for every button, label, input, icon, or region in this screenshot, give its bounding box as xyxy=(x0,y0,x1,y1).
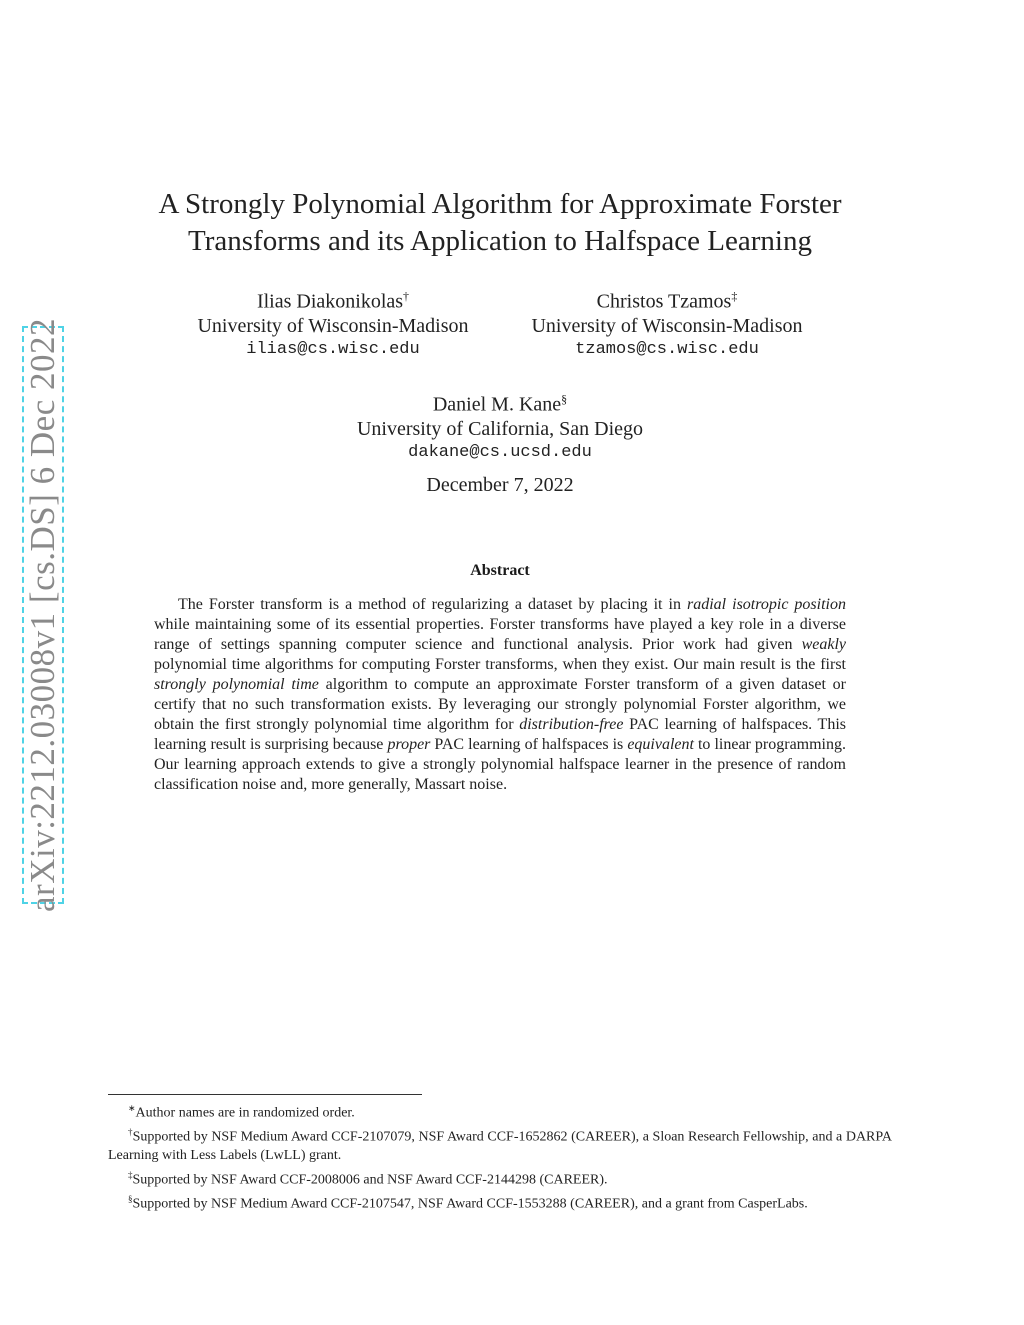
author-2 xyxy=(507,284,827,362)
author-1 xyxy=(173,284,493,362)
author-affiliation: University of California, San Diego xyxy=(356,417,644,440)
author-3 xyxy=(340,387,660,465)
author-name: Ilias Diakonikolas xyxy=(256,290,404,313)
footnote-text: Supported by NSF Award CCF-2008006 and NSF Award CCF-2144298 (CAREER). xyxy=(132,1172,608,1188)
author-name: Daniel M. Kane xyxy=(432,393,562,416)
author-affiliation: University of Wisconsin-Madison xyxy=(531,314,803,337)
author-affiliation: University of Wisconsin-Madison xyxy=(197,314,469,337)
footnote-text: Supported by NSF Medium Award CCF-2107547, NSF Award CCF-1553288 (CAREER), and a grant from CasperLabs. xyxy=(132,1196,808,1212)
author-email[interactable]: ilias@cs.wisc.edu xyxy=(246,339,420,359)
footnote-mark: † xyxy=(128,1127,133,1138)
abstract-emphasis: strongly polynomial time xyxy=(154,676,319,693)
abstract-body xyxy=(154,595,846,795)
footnote xyxy=(108,1123,892,1166)
author-mark: † xyxy=(403,289,410,303)
footnote xyxy=(108,1099,892,1123)
footnote-rule xyxy=(108,1094,422,1095)
abstract-text: to linear programming. Our learning approach extends to give a strongly polynomial halfspace learner in the presence of random classification noise and, more generally, Massart noise. xyxy=(154,736,847,793)
abstract-emphasis: weakly xyxy=(801,636,846,653)
paper-title xyxy=(120,186,880,260)
author-email[interactable]: tzamos@cs.wisc.edu xyxy=(575,339,759,359)
abstract-emphasis: radial isotropic position xyxy=(686,596,846,613)
abstract-text: while maintaining some of its essential properties. Forster transforms have played a key role in a diverse range of settings spanning computer science and functional analysis. Prior work had given xyxy=(154,616,846,653)
footnote-mark: § xyxy=(128,1193,133,1204)
footnote-text: Supported by NSF Medium Award CCF-2107079, NSF Award CCF-1652862 (CAREER), a Sloan Research Fellowship, and a DARPA Learning with Less Labels (LwLL) grant. xyxy=(108,1129,893,1164)
author-name: Christos Tzamos xyxy=(596,290,732,313)
abstract-text: PAC learning of halfspaces. This learning result is surprising because xyxy=(154,716,846,753)
abstract-text: The Forster transform is a method of regularizing a dataset by placing it in xyxy=(178,596,687,613)
author-mark: ‡ xyxy=(731,289,738,303)
author-email[interactable]: dakane@cs.ucsd.edu xyxy=(408,442,592,462)
abstract-text: algorithm to compute an approximate Forster transform of a given dataset or certify that no such transformation exists. By leveraging our strongly polynomial Forster algorithm, we obtain the first strongly polynomial time algorithm for xyxy=(154,676,847,733)
footnote-text: Author names are in randomized order. xyxy=(135,1105,355,1121)
paper-date: December 7, 2022 xyxy=(426,474,574,496)
arxiv-sidebar-label[interactable]: arXiv:2212.03008v1 [cs.DS] 6 Dec 2022 xyxy=(23,318,62,912)
abstract-emphasis: proper xyxy=(387,736,431,753)
footnote-mark: ‡ xyxy=(128,1169,133,1180)
abstract-text: polynomial time algorithms for computing Forster transforms, when they exist. Our main result is the first xyxy=(154,656,846,673)
title-line-1: A Strongly Polynomial Algorithm for Approximate Forster xyxy=(158,188,842,220)
footnote xyxy=(108,1190,892,1214)
title-line-2: Transforms and its Application to Halfspace Learning xyxy=(188,225,812,257)
footnotes xyxy=(108,1099,892,1214)
abstract-emphasis: distribution-free xyxy=(519,716,624,733)
author-mark: § xyxy=(561,392,568,406)
abstract-text: PAC learning of halfspaces is xyxy=(430,736,628,753)
footnote xyxy=(108,1166,892,1190)
footnote-mark: ∗ xyxy=(128,1103,136,1113)
abstract-emphasis: equivalent xyxy=(627,736,694,753)
abstract-heading: Abstract xyxy=(470,562,530,579)
